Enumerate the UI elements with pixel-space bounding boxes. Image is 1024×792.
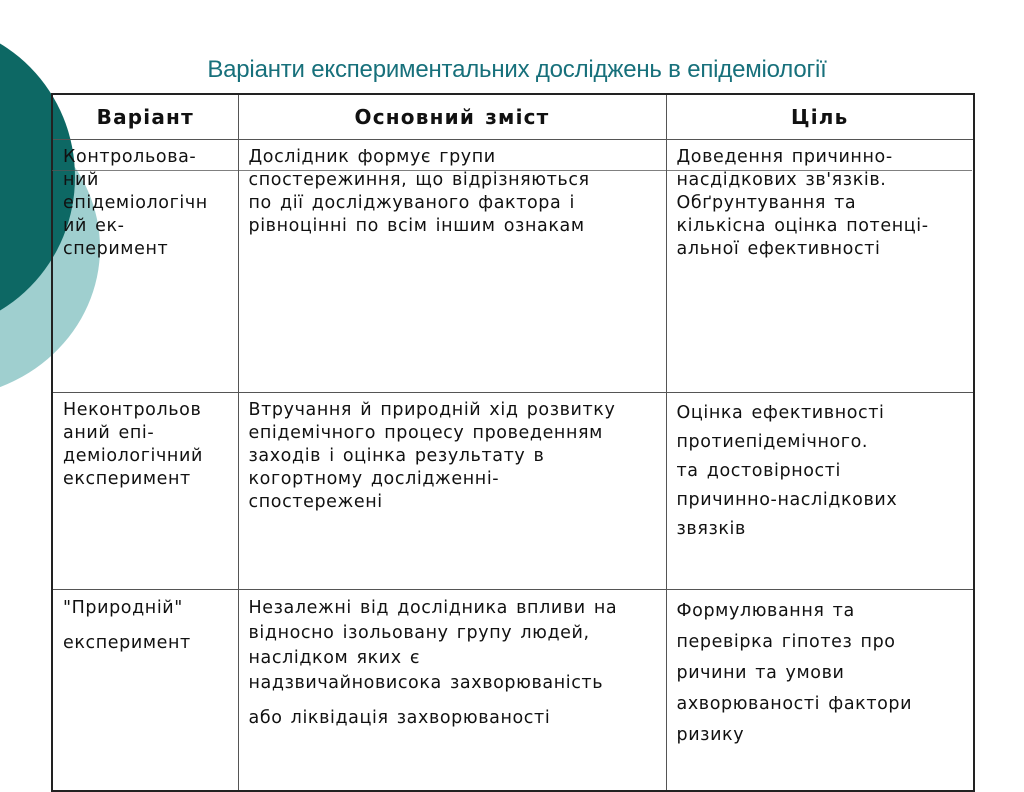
cell-text-line: протиепідемічного. [676,432,869,452]
cell-text-line: Контрольова- [63,147,197,167]
table-row [52,590,974,792]
header-goal: Ціль [666,94,974,140]
cell-text-line: Дослідник формує групи [248,147,496,167]
cell-text-line: Обґрунтування та [676,193,857,213]
cell-text-line: сперимент [63,239,169,259]
cell-text-line: Втручання й природній хід розвитку [248,400,616,420]
cell-text-line: перевірка гіпотез про [676,632,896,652]
cell-text-line: деміологічний [63,446,203,466]
cell-goal [666,393,974,590]
cell-text-line: Доведення причинно- [676,147,893,167]
cell-text-line: відносно ізольовану групу людей, [248,623,590,643]
cell-text-line: або ліквідація захворюваності [248,708,551,728]
cell-goal [666,590,974,792]
slide-title: Варіанти експериментальних досліджень в епідеміології [207,56,827,83]
cell-text-line: наслідком яких є [248,648,421,668]
cell-text-line: Формулювання та [676,601,855,621]
cell-text-line: ий ек- [63,216,125,236]
cell-text-line: альної ефективності [676,239,881,259]
cell-text-line: аний епі- [63,423,155,443]
cell-text-line: експеримент [63,633,191,653]
table-inner-divider [52,170,972,171]
cell-variant [52,393,238,590]
cell-variant [52,590,238,792]
cell-content [238,590,666,792]
cell-text-line: ричини та умови [676,663,845,683]
cell-text-line: когортному дослідженні- [248,469,500,489]
cell-text-line: та достовірності [676,461,842,481]
cell-text-line: звязків [676,519,746,539]
cell-text-line: ризику [676,725,745,745]
cell-text-line: насдідкових зв'язків. [676,170,887,190]
cell-text-line: експеримент [63,469,191,489]
cell-text-line: надзвичайновисока захворюваність [248,673,604,693]
cell-text-line: по дії досліджуваного фактора і [248,193,575,213]
cell-text-line: "Природній" [63,598,183,618]
experiments-table [51,93,975,792]
cell-text-line: заходів і оцінка результату в [248,446,545,466]
cell-goal [666,140,974,393]
cell-text-line: епідемічного процесу проведенням [248,423,603,443]
cell-content [238,140,666,393]
cell-text-line: Оцінка ефективності [676,403,885,423]
cell-text-line: епідеміологічн [63,193,208,213]
cell-text-line: Незалежні від дослідника впливи на [248,598,618,618]
cell-text-line: рівноцінні по всім іншим ознакам [248,216,585,236]
cell-text-line: причинно-наслідкових [676,490,898,510]
table-row [52,140,974,393]
cell-text-line: ний [63,170,99,190]
header-content: Основний зміст [238,94,666,140]
cell-text-line: Неконтрольов [63,400,202,420]
cell-variant [52,140,238,393]
cell-text-line: спостережиння, що відрізняються [248,170,590,190]
cell-text-line: спостережені [248,492,383,512]
cell-text-line: ахворюваності фактори [676,694,913,714]
table-header-row [52,94,974,140]
cell-content [238,393,666,590]
table-row [52,393,974,590]
header-variant: Варіант [52,94,238,140]
cell-text-line: кількісна оцінка потенці- [676,216,929,236]
